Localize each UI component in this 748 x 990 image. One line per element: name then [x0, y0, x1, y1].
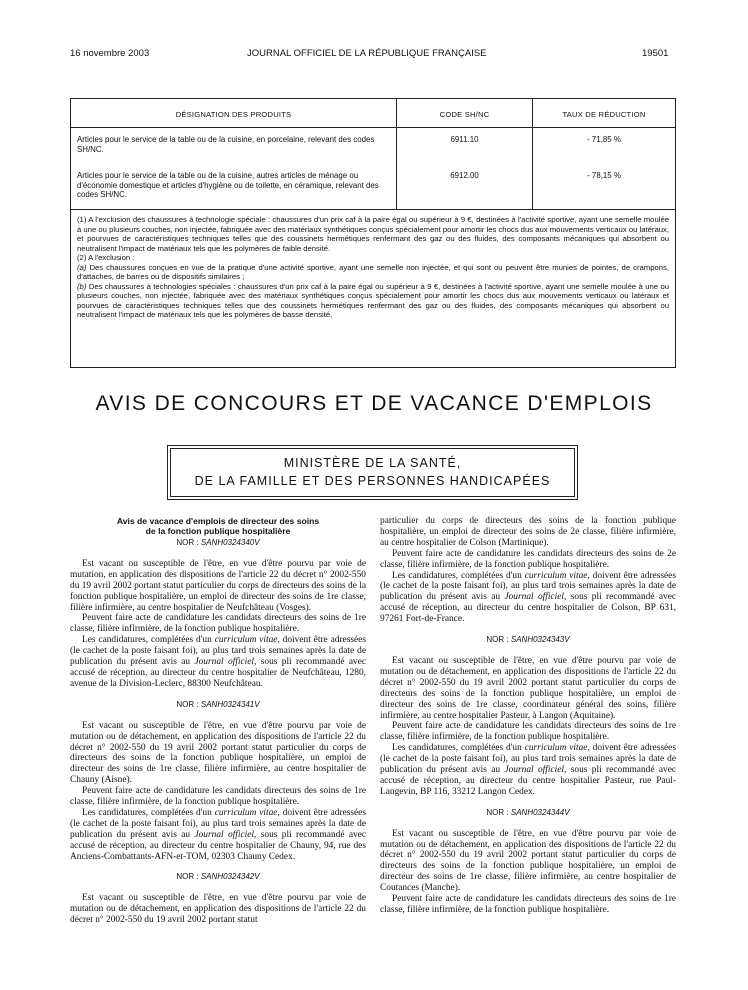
ministry-line-1: MINISTÈRE DE LA SANTÉ,: [283, 456, 462, 470]
footnote-1: (1) A l'exclusion des chaussures à technologie spéciale : chaussures d'un prix caf à la paire égal ou supérieur à 9 €, destinées à l'activité sportive, ayant une semelle moulée à une ou plusieurs couches, non injectée, fabriquée avec des matériaux synthétiques conçus spécialement pour amortir les chocs dus aux mouvements verticaux ou latéraux, et pourvues de caractéristiques techniques telles que des coussinets hermétiques renfermant des gaz ou des fluides, des composants mécaniques qui absorbent ou neutralisent l'impact de matériaux tels que les polymères de faible densité.: [77, 215, 669, 253]
avis-1-paragraph-c: Les candidatures, complétées d'un curriculum vitae, doivent être adressées (le cachet de la poste faisant foi), au plus tard trois semaines après la date de publication du présent avis au Journal officiel, sous pli recommandé avec accusé de réception, au directeur du centre hospitalier de Neufchâteau, 1280, avenue de la Division-Leclerc, 88300 Neufchâteau.: [70, 635, 367, 689]
avis-5-paragraph-a: Est vacant ou susceptible de l'être, en vue d'être pourvu par voie de mutation ou de détachement, en application des dispositions de l'article 22 du décret n° 2002-550 du 19 avril 2002 portant statut particulier du corps de directeurs des soins de la fonction publique hospitalière, un emploi de directeur des soins de 1re classe, filière infirmière, au centre hospitalier de Coutances (Manche).: [380, 828, 676, 894]
avis-1-paragraph-a: Est vacant ou susceptible de l'être, en vue d'être pourvu par voie de mutation, en application des dispositions de l'article 22 du décret n° 2002-550 du 19 avril 2002 portant statut particulier du corps de directeurs des soins de la fonction publique hospitalière, un emploi de directeur des soins de 1re classe, filière infirmière, au centre hospitalier de Neufchâteau (Vosges).: [70, 558, 366, 613]
column-header-code: CODE SH/NC: [439, 110, 490, 119]
nor-reference-2: NOR : SANH0324341V: [176, 699, 260, 709]
row1-designation: Articles pour le service de la table ou de la cuisine, en porcelaine, relevant des codes SH/NC.: [77, 135, 375, 154]
avis-2-paragraph-a: Est vacant ou susceptible de l'être, en vue d'être pourvu par voie de mutation ou de détachement, en application des dispositions de l'article 22 du décret n° 2002-550 du 19 avril 2002 portant statut particulier du corps de directeurs des soins de la fonction publique hospitalière, un emploi de directeur des soins de 1re classe, filière infirmière, au centre hospitalier de Chauny (Aisne).: [70, 720, 366, 786]
nor-reference-5: NOR : SANH0324344V: [486, 807, 570, 817]
avis-3-paragraph-c: Les candidatures, complétées d'un curriculum vitae, doivent être adressées (le cachet de la poste faisant foi), au plus tard trois semaines après la date de publication du présent avis au Journal officiel, sous pli recommandé avec accusé de réception, au directeur du centre hospitalier de Colson, BP 631, 97261 Fort-de-France.: [380, 570, 677, 625]
avis-1-paragraph-b: Peuvent faire acte de candidature les candidats directeurs des soins de 1re classe, filière infirmière, de la fonction publique hospitalière.: [70, 613, 366, 635]
column-header-designation: DÉSIGNATION DES PRODUITS: [175, 110, 292, 119]
footnote-2b: (b) Des chaussures à technologies spéciales : chaussures d'un prix caf à la paire égal ou supérieur à 9 €, destinées à l'activité sportive, ayant une semelle moulée à une ou plusieurs couches, non injectée, fabriquée avec des matériaux synthétiques conçus spécialement pour amortir les chocs dus aux mouvements verticaux ou latéraux et pourvues de caractéristiques techniques telles que des coussinets hermétiques renfermant des gaz ou des fluides, des composants mécaniques qui absorbent ou neutralisent l'impact de matériaux tels que les polymères de basse densité.: [77, 281, 669, 320]
row2-code: 6912.00: [450, 171, 479, 180]
avis-3-paragraph-a: Est vacant ou susceptible de l'être, en vue d'être pourvu par voie de mutation ou de détachement, en application des dispositions de l'article 22 du décret n° 2002-550 du 19 avril 2002 portant statut: [70, 893, 366, 926]
footnote-2a: (a) Des chaussures conçues en vue de la pratique d'une activité sportive, ayant une semelle non injectée, et qui sont ou peuvent être munies de pointes, de crampons, d'attaches, de barres ou de dispositifs similaires ;: [77, 262, 670, 282]
ministry-box: [170, 448, 575, 497]
row2-taux: - 78,15 %: [587, 171, 621, 180]
ministry-line-2: DE LA FAMILLE ET DES PERSONNES HANDICAPÉES: [194, 474, 551, 488]
avis-4-paragraph-a: Est vacant ou susceptible de l'être, en vue d'être pourvu par voie de mutation ou de détachement, en application des dispositions de l'article 22 du décret n° 2002-550 du 19 avril 2002 portant statut particulier du corps de directeurs des soins de la fonction publique hospitalière, un emploi de directeur des soins de 1re classe, coordinateur général des soins, filière infirmière, au centre hospitalier Pasteur, à Langon (Aquitaine).: [380, 655, 676, 721]
reduction-table: [70, 98, 676, 368]
right-column: [380, 516, 676, 916]
header-journal-title: JOURNAL OFFICIEL DE LA RÉPUBLIQUE FRANÇAISE: [247, 48, 487, 59]
column-header-taux: TAUX DE RÉDUCTION: [562, 110, 646, 119]
avis-2-paragraph-c: Les candidatures, complétées d'un curriculum vitae, doivent être adressées (le cachet de la poste faisant foi), au plus tard trois semaines après la date de publication du présent avis au Journal officiel, sous pli recommandé avec accusé de réception, au directeur du centre hospitalier de Chauny, 94, rue des Anciens-Combattants-AFN-et-TOM, 02303 Chauny Cedex.: [70, 807, 367, 862]
avis-3-paragraph-a-continued: particulier du corps de directeurs des soins de la fonction publique hospitalière, un emploi de directeur des soins de 2e classe, filière infirmière, au centre hospitalier de Colson (Martinique).: [380, 516, 676, 548]
avis-title-line2: de la fonction publique hospitalière: [145, 526, 291, 536]
header-page-number: 19501: [642, 48, 669, 59]
nor-reference-1: NOR : SANH0324340V: [176, 538, 260, 547]
row1-code: 6911.10: [450, 135, 479, 144]
nor-reference-3: NOR : SANH0324342V: [176, 872, 260, 882]
section-title: AVIS DE CONCOURS ET DE VACANCE D'EMPLOIS: [95, 392, 653, 415]
left-column: [70, 516, 366, 926]
avis-2-paragraph-b: Peuvent faire acte de candidature les candidats directeurs des soins de 1re classe, filière infirmière, de la fonction publique hospitalière.: [70, 786, 366, 808]
avis-5-paragraph-b: Peuvent faire acte de candidature les candidats directeurs des soins de 1re classe, filière infirmière, de la fonction publique hospitalière.: [380, 894, 676, 915]
avis-3-paragraph-b: Peuvent faire acte de candidature les candidats directeurs des soins de 2e classe, filière infirmière, de la fonction publique hospitalière.: [380, 548, 676, 570]
footnote-2: (2) A l'exclusion :: [77, 253, 135, 263]
header-date: 16 novembre 2003: [70, 48, 150, 59]
avis-title-line1: Avis de vacance d'emplois de directeur des soins: [116, 516, 320, 526]
table-footnotes: [77, 215, 669, 320]
avis-4-paragraph-b: Peuvent faire acte de candidature les candidats directeurs des soins de 1re classe, filière infirmière, de la fonction publique hospitalière.: [380, 721, 676, 743]
avis-4-paragraph-c: Les candidatures, complétées d'un curriculum vitae, doivent être adressées (le cachet de la poste faisant foi), au plus tard trois semaines après la date de publication du présent avis au Journal officiel, sous pli recommandé avec accusé de réception, au directeur du centre hospitalier Pasteur, rue Paul-Langevin, BP 116, 33212 Langon Cedex.: [380, 743, 677, 797]
nor-reference-4: NOR : SANH0324343V: [486, 635, 570, 645]
row2-designation: Articles pour le service de la table ou de la cuisine, autres articles de ménage ou d'économie domestique et articles d'hygiène ou de toilette, en céramique, relevant des codes SH/NC.: [77, 171, 379, 200]
row1-taux: - 71,85 %: [587, 135, 621, 144]
